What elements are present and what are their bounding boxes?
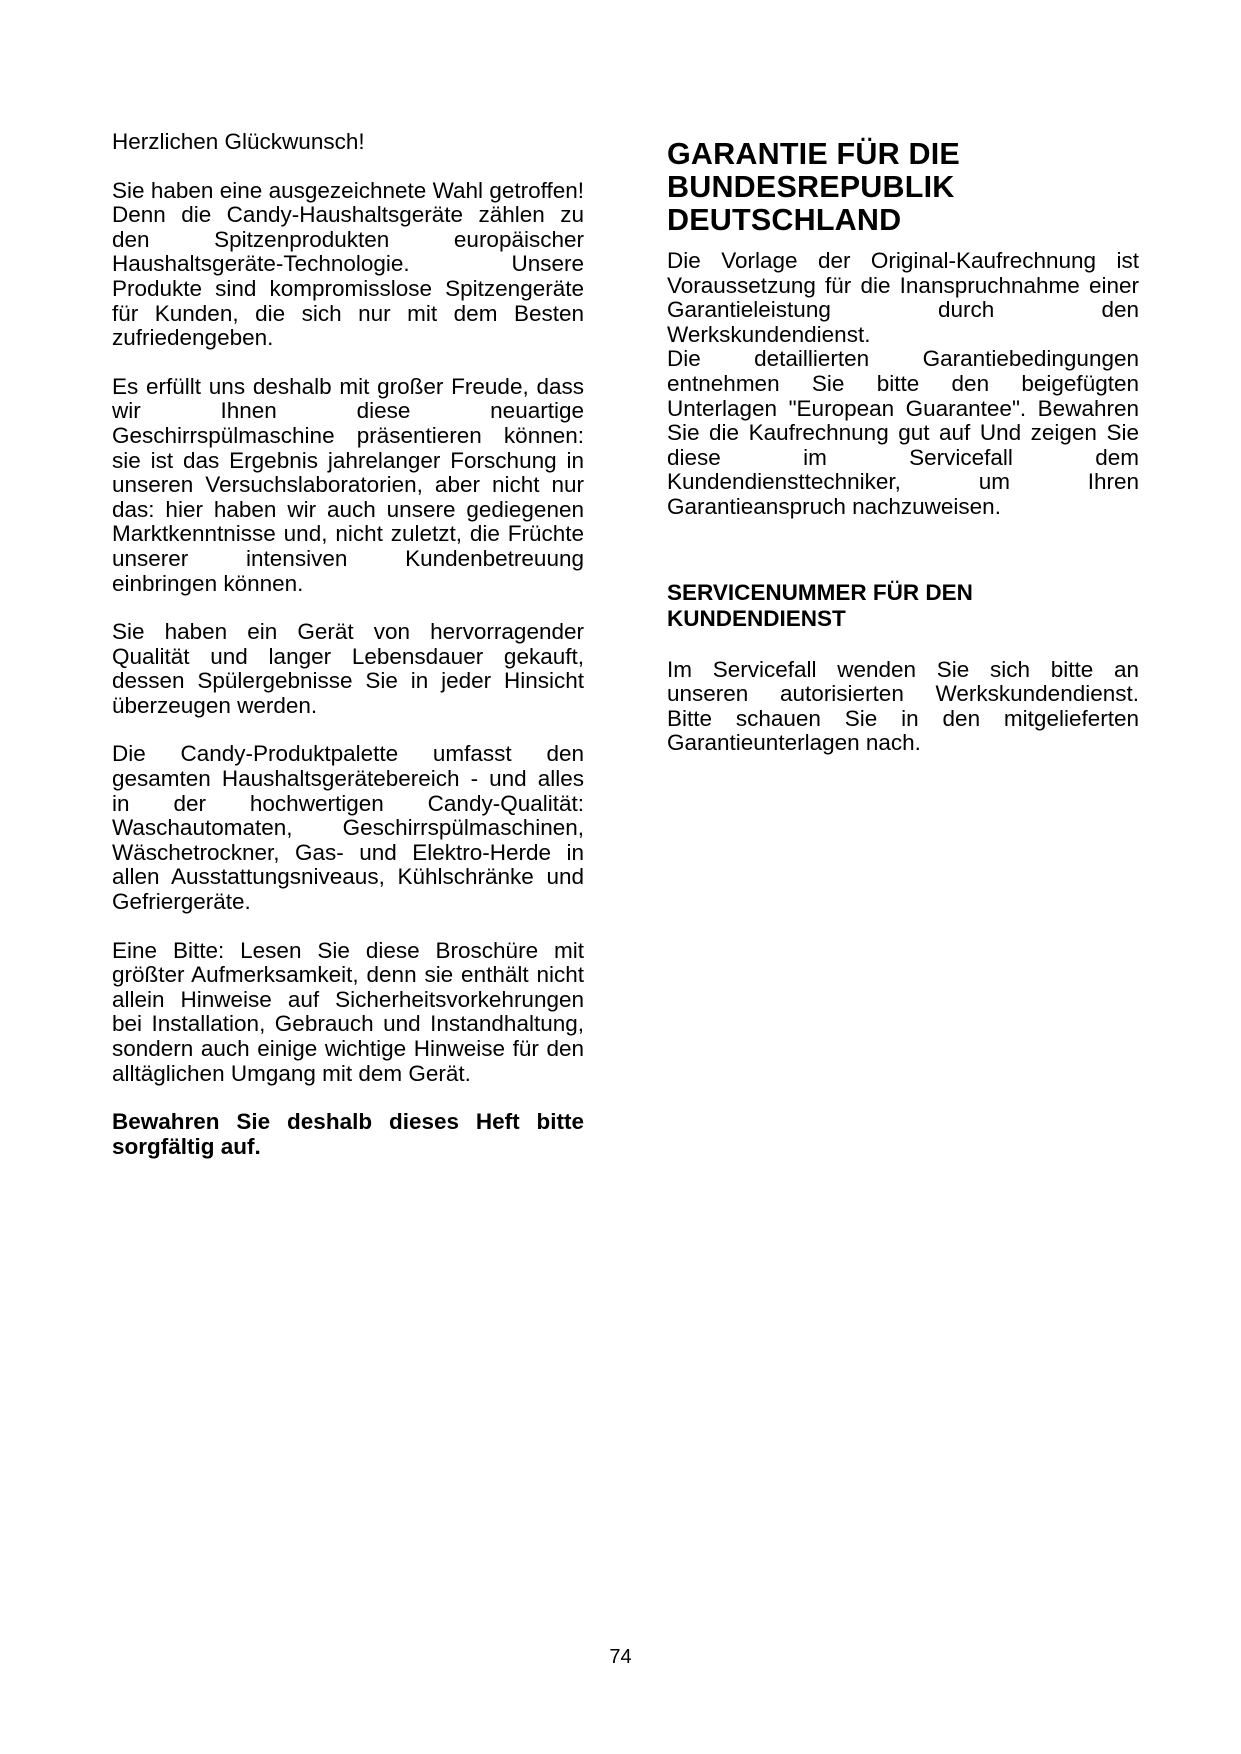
guarantee-heading-line: BUNDESREPUBLIK [667,170,955,204]
quality-paragraph: Sie haben ein Gerät von hervorragender Qualität und langer Lebensdauer gekauft, dessen Spülergebnisse Sie in jeder Hinsicht überzeugen werden. [112,619,584,718]
guarantee-paragraph: Die Vorlage der Original-Kaufrechnung ist Voraussetzung für die Inanspruchnahme einer Garantieleistung durch den Werkskundendienst. [667,248,1139,347]
request-paragraph: Eine Bitte: Lesen Sie diese Broschüre mit größter Aufmerksamkeit, denn sie enthält nicht allein Hinweise auf Sicherheitsvorkehrungen bei Installation, Gebrauch und Instandhaltung, sondern auch einige wichtige Hinweise für den alltäglichen Umgang mit dem Gerät. [112,937,584,1086]
guarantee-heading-line: DEUTSCHLAND [667,203,902,237]
greeting: Herzlichen Glückwunsch! [112,129,365,154]
closing-note: Bewahren Sie deshalb dieses Heft bitte sorgfältig auf. [112,1109,584,1159]
page-number: 74 [609,1646,632,1668]
service-heading-line: SERVICENUMMER FÜR DEN [667,579,973,605]
product-paragraph: Es erfüllt uns deshalb mit großer Freude, dass wir Ihnen diese neuartige Geschirrspülmaschine präsentieren können: sie ist das Ergebnis jahrelanger Forschung in unseren Versuchslaboratorien, aber nicht nur das: hier haben wir auch unsere gediegenen Marktkenntnisse und, nicht zuletzt, die Früchte unserer intensiven Kundenbetreuung einbringen können. [112,373,584,596]
product-range-paragraph: Die Candy-Produktpalette umfasst den gesamten Haushaltsgerätebereich - und alles in der hochwertigen Candy-Qualität: Waschautomaten, Geschirrspülmaschinen, Wäschetrockner, Gas- und Elektro-Herde in allen Ausstattungsniveaus, Kühlschränke und Gefriergeräte. [112,741,584,915]
service-paragraph: Im Servicefall wenden Sie sich bitte an unseren autorisierten Werkskundendienst. Bitte schauen Sie in den mitgelieferten Garantieunterlagen nach. [667,656,1139,756]
service-heading-line: KUNDENDIENST [667,605,846,631]
left-column [112,130,584,1159]
intro-paragraph: Sie haben eine ausgezeichnete Wahl getroffen! Denn die Candy-Haushaltsgeräte zählen zu den Spitzenprodukten europäischer Haushaltsgeräte-Technologie. Unsere Produkte sind kompromisslose Spitzengeräte für Kunden, die sich nur mit dem Besten zufriedengeben. [112,177,584,351]
guarantee-heading [667,138,1139,237]
guarantee-heading-line: GARANTIE FÜR DIE [667,137,960,171]
service-heading [667,580,1139,632]
right-column [667,130,1139,756]
guarantee-paragraph-2: Die detaillierten Garantiebedingungen entnehmen Sie bitte den beigefügten Unterlagen "European Guarantee". Bewahren Sie die Kaufrechnung gut auf Und zeigen Sie diese im Servicefall dem Kundendiensttechniker, um Ihren Garantieanspruch nachzuweisen. [667,346,1139,519]
